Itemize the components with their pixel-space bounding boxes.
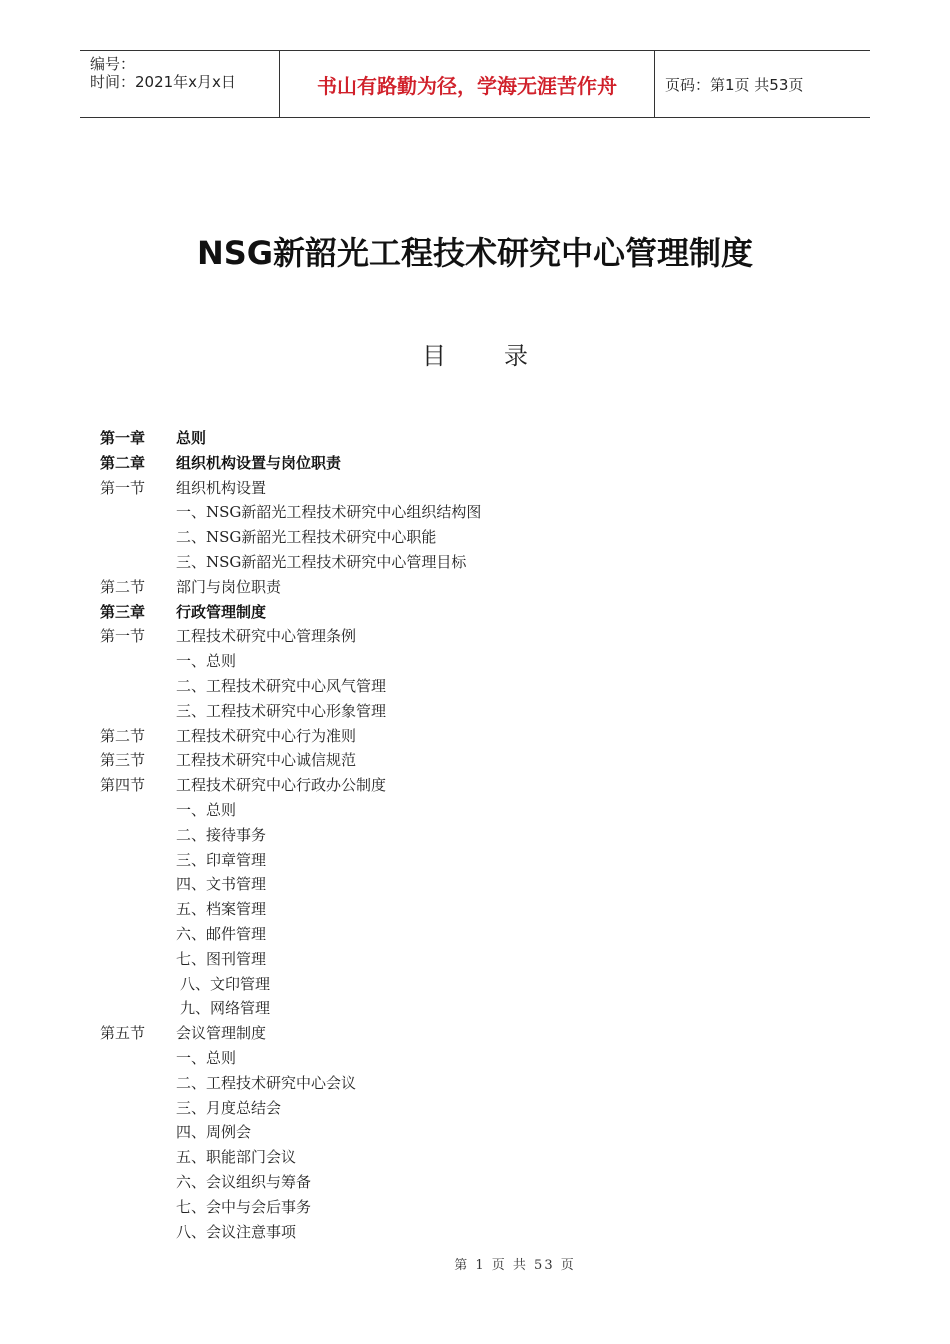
toc-entry bbox=[100, 1220, 800, 1245]
toc-entry-text: 三、NSG新韶光工程技术研究中心管理目标 bbox=[176, 552, 467, 571]
toc-entry-text: 工程技术研究中心行政办公制度 bbox=[176, 776, 387, 795]
toc-entry-text: 八、会议注意事项 bbox=[176, 1222, 297, 1241]
toc-heading: 目录 bbox=[422, 342, 586, 370]
toc-entry bbox=[100, 476, 800, 501]
document-title: NSG新韶光工程技术研究中心管理制度 bbox=[196, 234, 754, 272]
toc-entry-text: 六、邮件管理 bbox=[176, 924, 267, 943]
toc-entry-label: 第一章 bbox=[100, 429, 146, 447]
toc-entry bbox=[100, 649, 800, 674]
toc-entry bbox=[100, 823, 800, 848]
toc-entry-text: 行政管理制度 bbox=[176, 602, 267, 621]
toc-entry-text: 三、工程技术研究中心形象管理 bbox=[176, 701, 387, 720]
toc-entry-text: 四、文书管理 bbox=[176, 875, 267, 894]
toc-entry bbox=[100, 600, 800, 625]
number-label: 编号： bbox=[90, 55, 136, 73]
toc-entry-text: 工程技术研究中心管理条例 bbox=[176, 627, 357, 646]
toc-entry-text: 会议管理制度 bbox=[176, 1024, 267, 1043]
toc-entry bbox=[100, 872, 800, 897]
toc-entry-text: 工程技术研究中心诚信规范 bbox=[176, 751, 357, 770]
toc-entry bbox=[100, 996, 800, 1021]
toc-entry-text: 一、总则 bbox=[176, 652, 237, 671]
toc-entry bbox=[100, 1021, 800, 1046]
toc-entry-text: 组织机构设置与岗位职责 bbox=[176, 453, 342, 472]
toc-entry-text: 组织机构设置 bbox=[176, 478, 267, 497]
toc-entry-text: 七、会中与会后事务 bbox=[176, 1197, 312, 1216]
toc-entry-label: 第一节 bbox=[100, 627, 146, 646]
toc-entry bbox=[100, 451, 800, 476]
toc-entry bbox=[100, 674, 800, 699]
toc-entry bbox=[100, 575, 800, 600]
toc-entry bbox=[100, 699, 800, 724]
toc-entry-label: 第二章 bbox=[100, 453, 146, 472]
toc-entry bbox=[100, 922, 800, 947]
toc-entry bbox=[100, 897, 800, 922]
page-header bbox=[80, 50, 870, 118]
toc-entry bbox=[100, 748, 800, 773]
toc-entry-label: 第一节 bbox=[100, 478, 146, 497]
toc-entry bbox=[100, 798, 800, 823]
toc-entry-text: 四、周例会 bbox=[176, 1123, 252, 1142]
toc-entry-text: 一、总则 bbox=[176, 1048, 237, 1067]
toc-entry-text: 一、NSG新韶光工程技术研究中心组织结构图 bbox=[176, 503, 482, 522]
toc-entry-text: 二、工程技术研究中心风气管理 bbox=[176, 676, 387, 695]
table-of-contents bbox=[100, 426, 800, 1244]
toc-entry-text: 九、网络管理 bbox=[180, 999, 271, 1018]
toc-entry-text: 七、图刊管理 bbox=[176, 949, 267, 968]
toc-entry bbox=[100, 773, 800, 798]
toc-entry-text: 二、工程技术研究中心会议 bbox=[176, 1073, 357, 1092]
toc-entry-text: 五、职能部门会议 bbox=[176, 1148, 297, 1167]
toc-entry bbox=[100, 550, 800, 575]
toc-entry bbox=[100, 1096, 800, 1121]
header-motto: 书山有路勤为径，学海无涯苦作舟 bbox=[280, 51, 655, 117]
toc-entry-label: 第三章 bbox=[100, 602, 146, 621]
toc-entry-text: 二、接待事务 bbox=[176, 825, 267, 844]
toc-entry bbox=[100, 724, 800, 749]
toc-entry-text: 五、档案管理 bbox=[176, 900, 267, 919]
toc-entry bbox=[100, 848, 800, 873]
toc-entry bbox=[100, 1046, 800, 1071]
toc-entry-text: 八、文印管理 bbox=[180, 974, 271, 993]
toc-entry-text: 三、月度总结会 bbox=[176, 1098, 282, 1117]
header-page-label: 页码：第1页 共53页 bbox=[665, 75, 804, 94]
toc-entry-label: 第二节 bbox=[100, 577, 146, 596]
toc-entry-label: 第四节 bbox=[100, 776, 146, 795]
toc-entry bbox=[100, 1195, 800, 1220]
toc-entry-label: 第三节 bbox=[100, 751, 146, 770]
toc-entry bbox=[100, 426, 800, 451]
toc-entry-text: 总则 bbox=[176, 429, 207, 447]
toc-entry bbox=[100, 624, 800, 649]
toc-entry bbox=[100, 1145, 800, 1170]
toc-entry bbox=[100, 525, 800, 550]
toc-entry-text: 一、总则 bbox=[176, 800, 237, 819]
toc-entry bbox=[100, 1120, 800, 1145]
toc-entry-text: 部门与岗位职责 bbox=[176, 577, 282, 596]
toc-entry-text: 三、印章管理 bbox=[176, 850, 267, 869]
toc-entry bbox=[100, 947, 800, 972]
page-footer: 第 1 页 共 53 页 bbox=[454, 1258, 576, 1273]
toc-entry-text: 二、NSG新韶光工程技术研究中心职能 bbox=[176, 528, 437, 547]
time-label: 时间：2021年x月x日 bbox=[90, 73, 236, 91]
toc-entry bbox=[100, 972, 800, 997]
toc-entry-label: 第二节 bbox=[100, 726, 146, 745]
toc-entry-label: 第五节 bbox=[100, 1024, 146, 1043]
toc-entry-text: 六、会议组织与筹备 bbox=[176, 1172, 312, 1191]
header-meta bbox=[80, 51, 280, 117]
toc-entry-text: 工程技术研究中心行为准则 bbox=[176, 726, 357, 745]
toc-entry bbox=[100, 1071, 800, 1096]
toc-entry bbox=[100, 1170, 800, 1195]
toc-entry bbox=[100, 500, 800, 525]
